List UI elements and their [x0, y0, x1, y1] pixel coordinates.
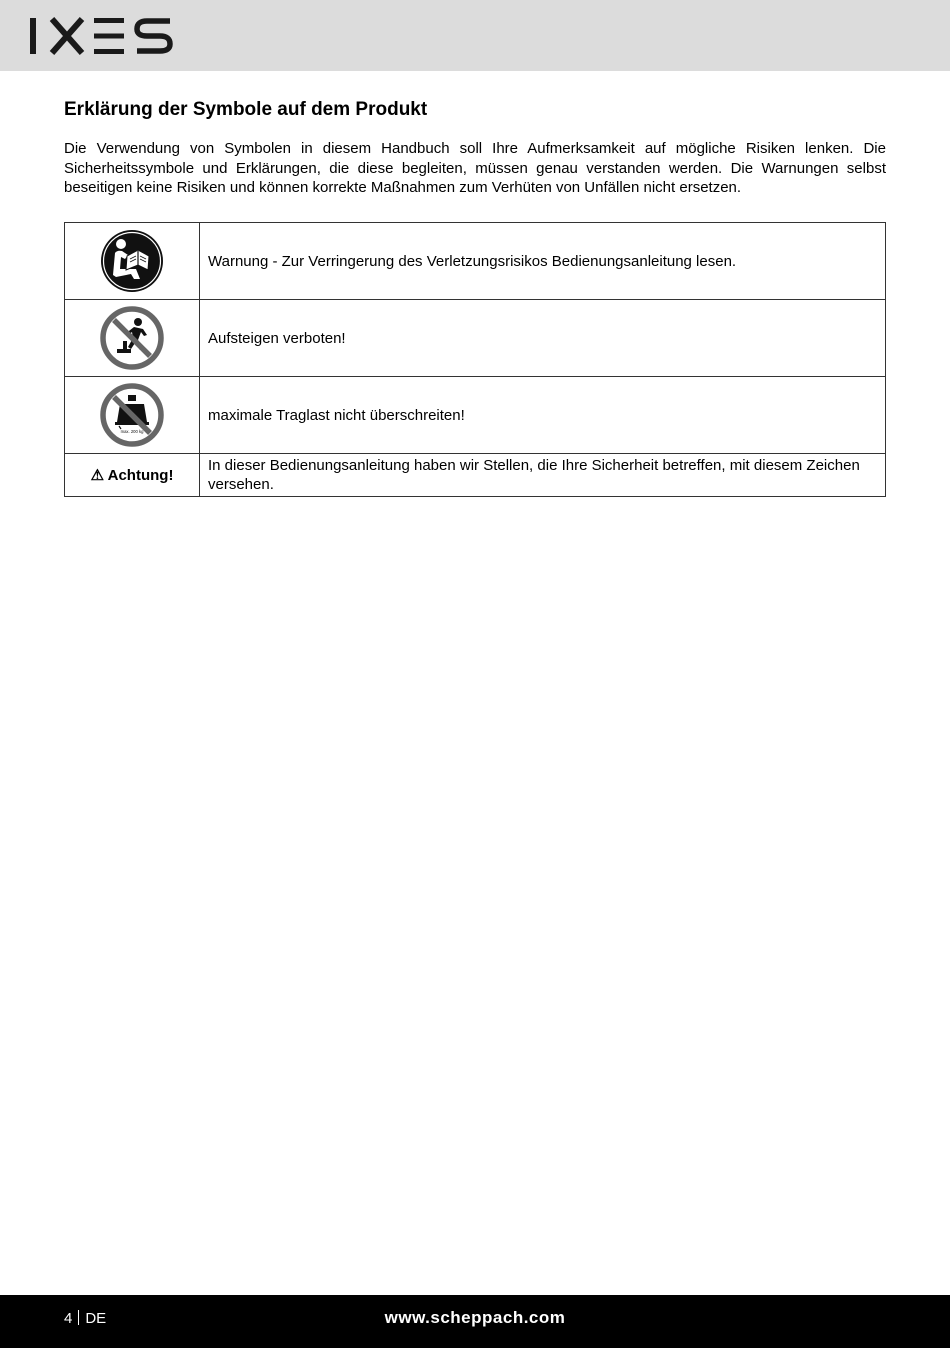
language-code: DE — [85, 1310, 107, 1327]
page-header — [0, 0, 950, 71]
icon-cell — [65, 454, 200, 497]
symbols-table — [64, 222, 886, 497]
intro-paragraph: Die Verwendung von Symbolen in diesem Handbuch soll Ihre Aufmerksamkeit auf mögliche Risiken lenken. Die Sicherheitssymbole und Erklärungen, die diese begleiten, müssen genau verstanden werden. Die Warnungen selbst beseitigen keine Risiken und können korrekte Maßnahmen zum Verhüten von Unfällen nicht ersetzen. — [64, 140, 886, 196]
icon-cell — [65, 300, 200, 377]
read-manual-icon — [100, 229, 164, 293]
website-link[interactable]: www.scheppach.com — [384, 1308, 566, 1327]
max-load-label: max. 200 kg — [120, 429, 144, 434]
max-load-icon — [99, 382, 165, 448]
section-title: Erklärung der Symbole auf dem Produkt — [64, 99, 428, 120]
icon-cell — [65, 377, 200, 454]
page-number: 4 — [64, 1310, 73, 1327]
no-climbing-icon — [99, 305, 165, 371]
achtung-label: ⚠ Achtung! — [90, 467, 174, 484]
symbol-description: In dieser Bedienungsanleitung haben wir Stellen, die Ihre Sicherheit betreffen, mit diesem Zeichen versehen. — [200, 454, 886, 497]
symbol-description: maximale Traglast nicht überschreiten! — [200, 377, 886, 454]
table-row — [65, 223, 886, 300]
symbol-description: Warnung - Zur Verringerung des Verletzungsrisikos Bedienungsanleitung lesen. — [200, 223, 886, 300]
ixes-logo — [30, 16, 175, 56]
table-row — [65, 300, 886, 377]
page-footer — [0, 1295, 950, 1348]
symbol-description: Aufsteigen verboten! — [200, 300, 886, 377]
table-row — [65, 454, 886, 497]
icon-cell — [65, 223, 200, 300]
table-row — [65, 377, 886, 454]
